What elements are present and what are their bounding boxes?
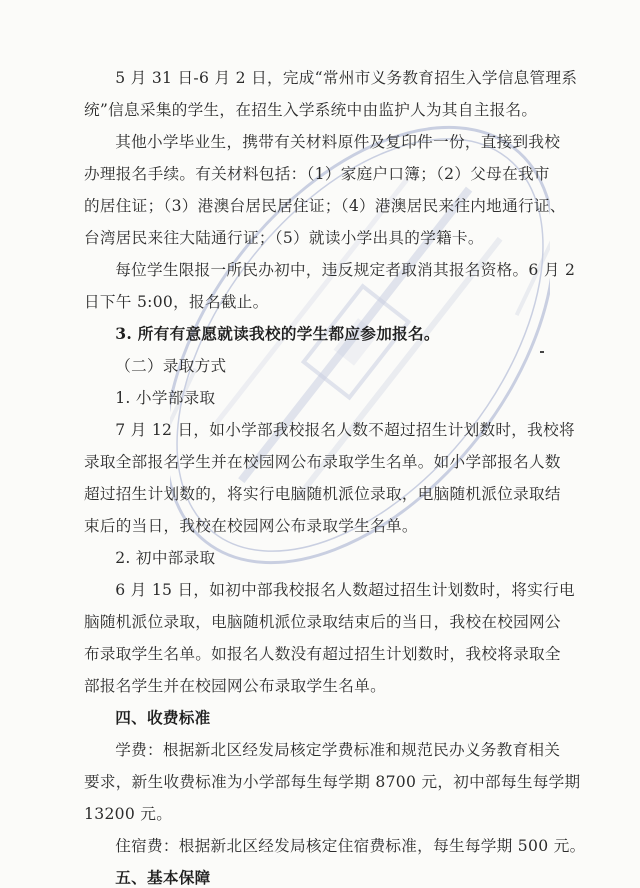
section-heading: 四、收费标准 xyxy=(115,708,211,727)
paragraph-line: 的居住证；（3）港澳台居民居住证；（4）港澳居民来往内地通行证、 xyxy=(84,197,566,215)
paragraph-line: 布录取学生名单。如报名人数没有超过招生计划数时，我校将录取全 xyxy=(84,645,561,663)
paragraph-line: 5 月 31 日-6 月 2 日，完成“常州市义务教育招生入学信息管理系 xyxy=(115,69,578,87)
paragraph-line: 日下午 5:00，报名截止。 xyxy=(84,293,269,311)
paragraph-line: 统”信息采集的学生，在招生入学系统中由监护人为其自主报名。 xyxy=(84,101,538,119)
paragraph-line: 住宿费：根据新北区经发局核定住宿费标准，每生每学期 500 元。 xyxy=(115,837,586,855)
paragraph-line: 每位学生限报一所民办初中，违反规定者取消其报名资格。6 月 2 xyxy=(115,261,576,279)
paragraph-line: 13200 元。 xyxy=(84,805,173,823)
paragraph-line: 7 月 12 日，如小学部我校报名人数不超过招生计划数时，我校将 xyxy=(115,421,575,439)
subsection-heading: 2. 初中部录取 xyxy=(115,549,216,567)
document-body xyxy=(84,62,584,888)
paragraph-line: 6 月 15 日，如初中部我校报名人数超过招生计划数时，将实行电 xyxy=(115,581,575,599)
paragraph-line: 录取全部报名学生并在校园网公布录取学生名单。如小学部报名人数 xyxy=(84,453,561,471)
paragraph-line: 办理报名手续。有关材料包括：（1）家庭户口簿；（2）父母在我市 xyxy=(84,165,550,183)
paragraph-line: 脑随机派位录取，电脑随机派位录取结束后的当日，我校在校园网公 xyxy=(84,613,561,631)
subsection-heading: 1. 小学部录取 xyxy=(115,389,216,407)
paragraph-line: 其他小学毕业生，携带有关材料原件及复印件一份，直接到我校 xyxy=(115,133,561,151)
paragraph-line: 要求，新生收费标准为小学部每生每学期 8700 元，初中部每生每学期 xyxy=(84,773,581,791)
section-heading: 五、基本保障 xyxy=(115,868,211,887)
paragraph-line: 束后的当日，我校在校园网公布录取学生名单。 xyxy=(84,517,418,535)
subsection-heading: （二）录取方式 xyxy=(115,357,227,375)
paragraph-line: 超过招生计划数的，将实行电脑随机派位录取，电脑随机派位录取结 xyxy=(84,485,561,503)
paragraph-line: 学费：根据新北区经发局核定学费标准和规范民办义务教育相关 xyxy=(115,741,561,759)
section-heading: 3. 所有有意愿就读我校的学生都应参加报名。 xyxy=(115,324,440,343)
paragraph-line: 台湾居民来往大陆通行证；（5）就读小学出具的学籍卡。 xyxy=(84,229,484,247)
paragraph-line: 部报名学生并在校园网公布录取学生名单。 xyxy=(84,677,386,695)
